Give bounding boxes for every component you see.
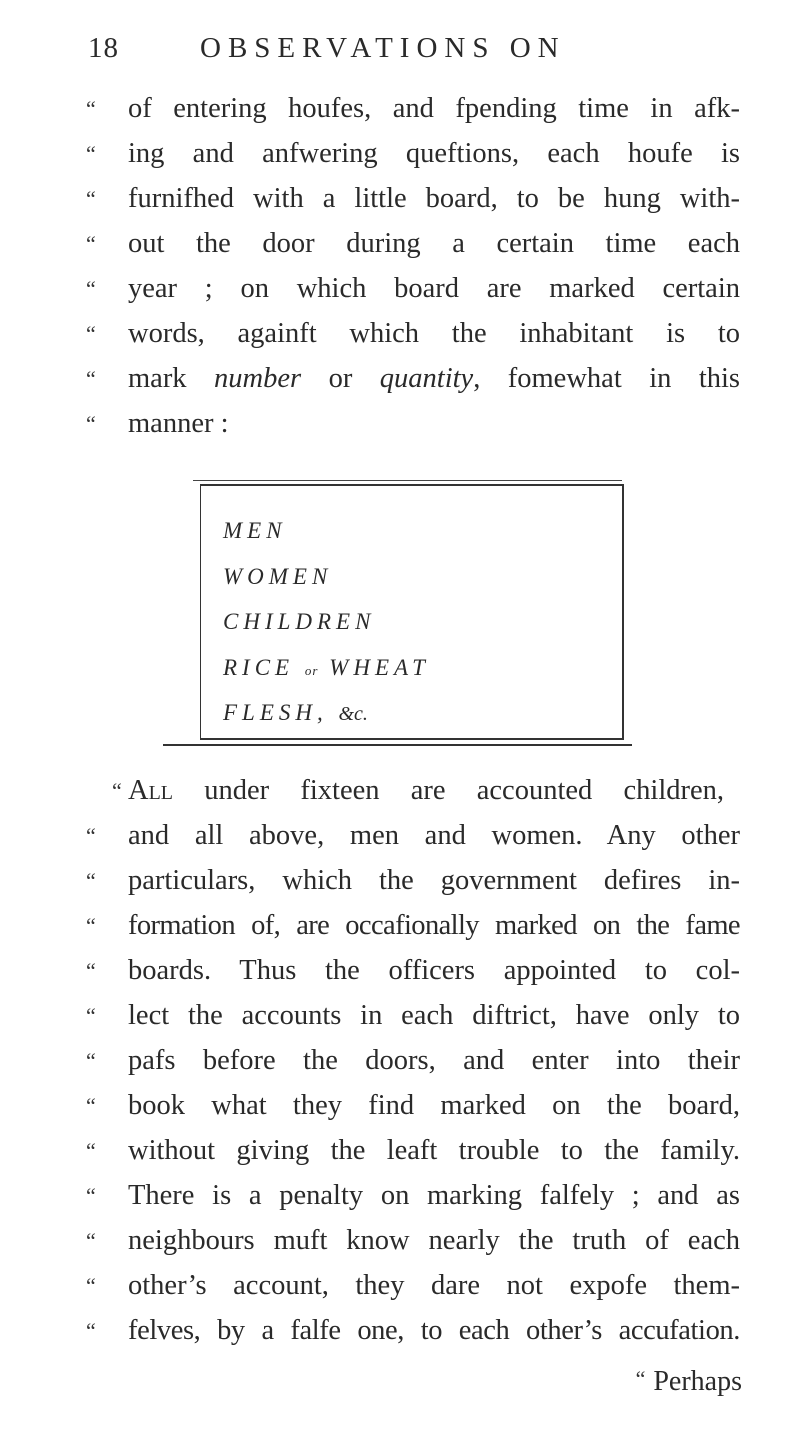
- line-text: boards. Thus the officers appointed to col-: [128, 955, 740, 986]
- quote-mark: “: [86, 411, 96, 436]
- board-item-or: or: [304, 662, 319, 678]
- page-header: [88, 32, 688, 82]
- board-item-flesh: [223, 690, 430, 736]
- line-text: book what they find marked on the board,: [128, 1090, 740, 1121]
- paragraph-top: [86, 86, 742, 446]
- line-text: There is a penalty on marking falfely ; and as: [128, 1180, 740, 1211]
- quote-mark: “: [86, 96, 96, 121]
- quote-mark: “: [86, 1048, 96, 1073]
- quote-mark: “: [86, 868, 96, 893]
- page-number: 18: [88, 32, 119, 64]
- board-item-etc: &c.: [338, 703, 368, 725]
- paragraph-bottom: [86, 768, 742, 1353]
- line-text: out the door during a certain time each: [128, 228, 740, 259]
- text-line: [86, 176, 742, 221]
- text-line: [86, 1218, 742, 1263]
- line-text-part: mark: [128, 363, 215, 394]
- line-text: furnifhed with a little board, to be hung with-: [128, 183, 740, 214]
- line-text-mixed: [128, 356, 740, 401]
- line-text: other’s account, they dare not expofe them-: [128, 1270, 740, 1301]
- line-text: of entering houfes, and fpending time in afk-: [128, 93, 740, 124]
- text-line: [86, 131, 742, 176]
- text-line: [86, 993, 742, 1038]
- text-line: [86, 401, 742, 446]
- line-text-part: under fixteen are accounted children,: [173, 775, 724, 806]
- text-line: [86, 221, 742, 266]
- quote-mark: “: [86, 1228, 96, 1253]
- text-line: [86, 356, 742, 401]
- line-text-first: [128, 768, 724, 813]
- text-line: [86, 1083, 742, 1128]
- small-caps-word: All: [128, 775, 174, 806]
- quote-mark: “: [86, 366, 96, 391]
- board-item-wheat: WHEAT: [329, 654, 430, 680]
- text-line: [86, 813, 742, 858]
- quote-mark: “: [86, 1273, 96, 1298]
- text-line: [86, 1038, 742, 1083]
- quote-mark: “: [86, 276, 96, 301]
- quote-mark: “: [86, 823, 96, 848]
- running-head: OBSERVATIONS ON: [200, 32, 566, 64]
- text-line: [86, 903, 742, 948]
- line-text: words, againft which the inhabitant is to: [128, 318, 740, 349]
- line-text: felves, by a falfe one, to each other’s accufation.: [128, 1315, 740, 1346]
- line-text: particulars, which the government defires in-: [128, 865, 740, 896]
- quote-mark: “: [635, 1366, 646, 1391]
- board-table-items: [223, 508, 430, 736]
- quote-mark: “: [86, 1003, 96, 1028]
- board-table: [200, 484, 624, 740]
- line-text: manner :: [128, 408, 229, 439]
- text-line: [86, 1308, 742, 1353]
- text-line: [86, 858, 742, 903]
- line-text-part: , fomewhat in this: [473, 363, 740, 394]
- board-item-rice: RICE: [223, 654, 295, 680]
- text-line: [86, 1263, 742, 1308]
- text-line: [86, 948, 742, 993]
- line-text: neighbours muft know nearly the truth of each: [128, 1225, 740, 1256]
- line-text: year ; on which board are marked certain: [128, 273, 740, 304]
- quote-mark: “: [86, 1093, 96, 1118]
- line-text-part: or: [301, 363, 380, 394]
- quote-mark: “: [112, 778, 122, 803]
- quote-mark: “: [86, 231, 96, 256]
- line-text: lect the accounts in each diftrict, have only to: [128, 1000, 740, 1031]
- line-text: formation of, are occafionally marked on the fame: [128, 910, 740, 941]
- text-line: [86, 86, 742, 131]
- catchword-text: Perhaps: [653, 1366, 742, 1397]
- line-text: ing and anfwering queftions, each houfe is: [128, 138, 740, 169]
- board-item-rice-wheat: [223, 645, 430, 691]
- quote-mark: “: [86, 141, 96, 166]
- line-text: pafs before the doors, and enter into their: [128, 1045, 740, 1076]
- text-line: [86, 1128, 742, 1173]
- board-item-women: WOMEN: [223, 563, 333, 589]
- text-line: [86, 768, 742, 813]
- catchword: [636, 1366, 742, 1398]
- italic-word-number: number: [214, 363, 302, 394]
- quote-mark: “: [86, 1138, 96, 1163]
- text-line: [86, 311, 742, 356]
- line-text: without giving the leaft trouble to the family.: [128, 1135, 740, 1166]
- line-text: and all above, men and women. Any other: [128, 820, 740, 851]
- quote-mark: “: [86, 958, 96, 983]
- board-item-flesh-word: FLESH,: [223, 700, 328, 725]
- quote-mark: “: [86, 186, 96, 211]
- quote-mark: “: [86, 1318, 96, 1343]
- quote-mark: “: [86, 913, 96, 938]
- text-line: [86, 266, 742, 311]
- italic-word-quantity: quantity: [379, 363, 474, 394]
- quote-mark: “: [86, 321, 96, 346]
- board-item-men: MEN: [223, 518, 287, 543]
- text-line: [86, 1173, 742, 1218]
- quote-mark: “: [86, 1183, 96, 1208]
- board-item-children: CHILDREN: [223, 609, 376, 634]
